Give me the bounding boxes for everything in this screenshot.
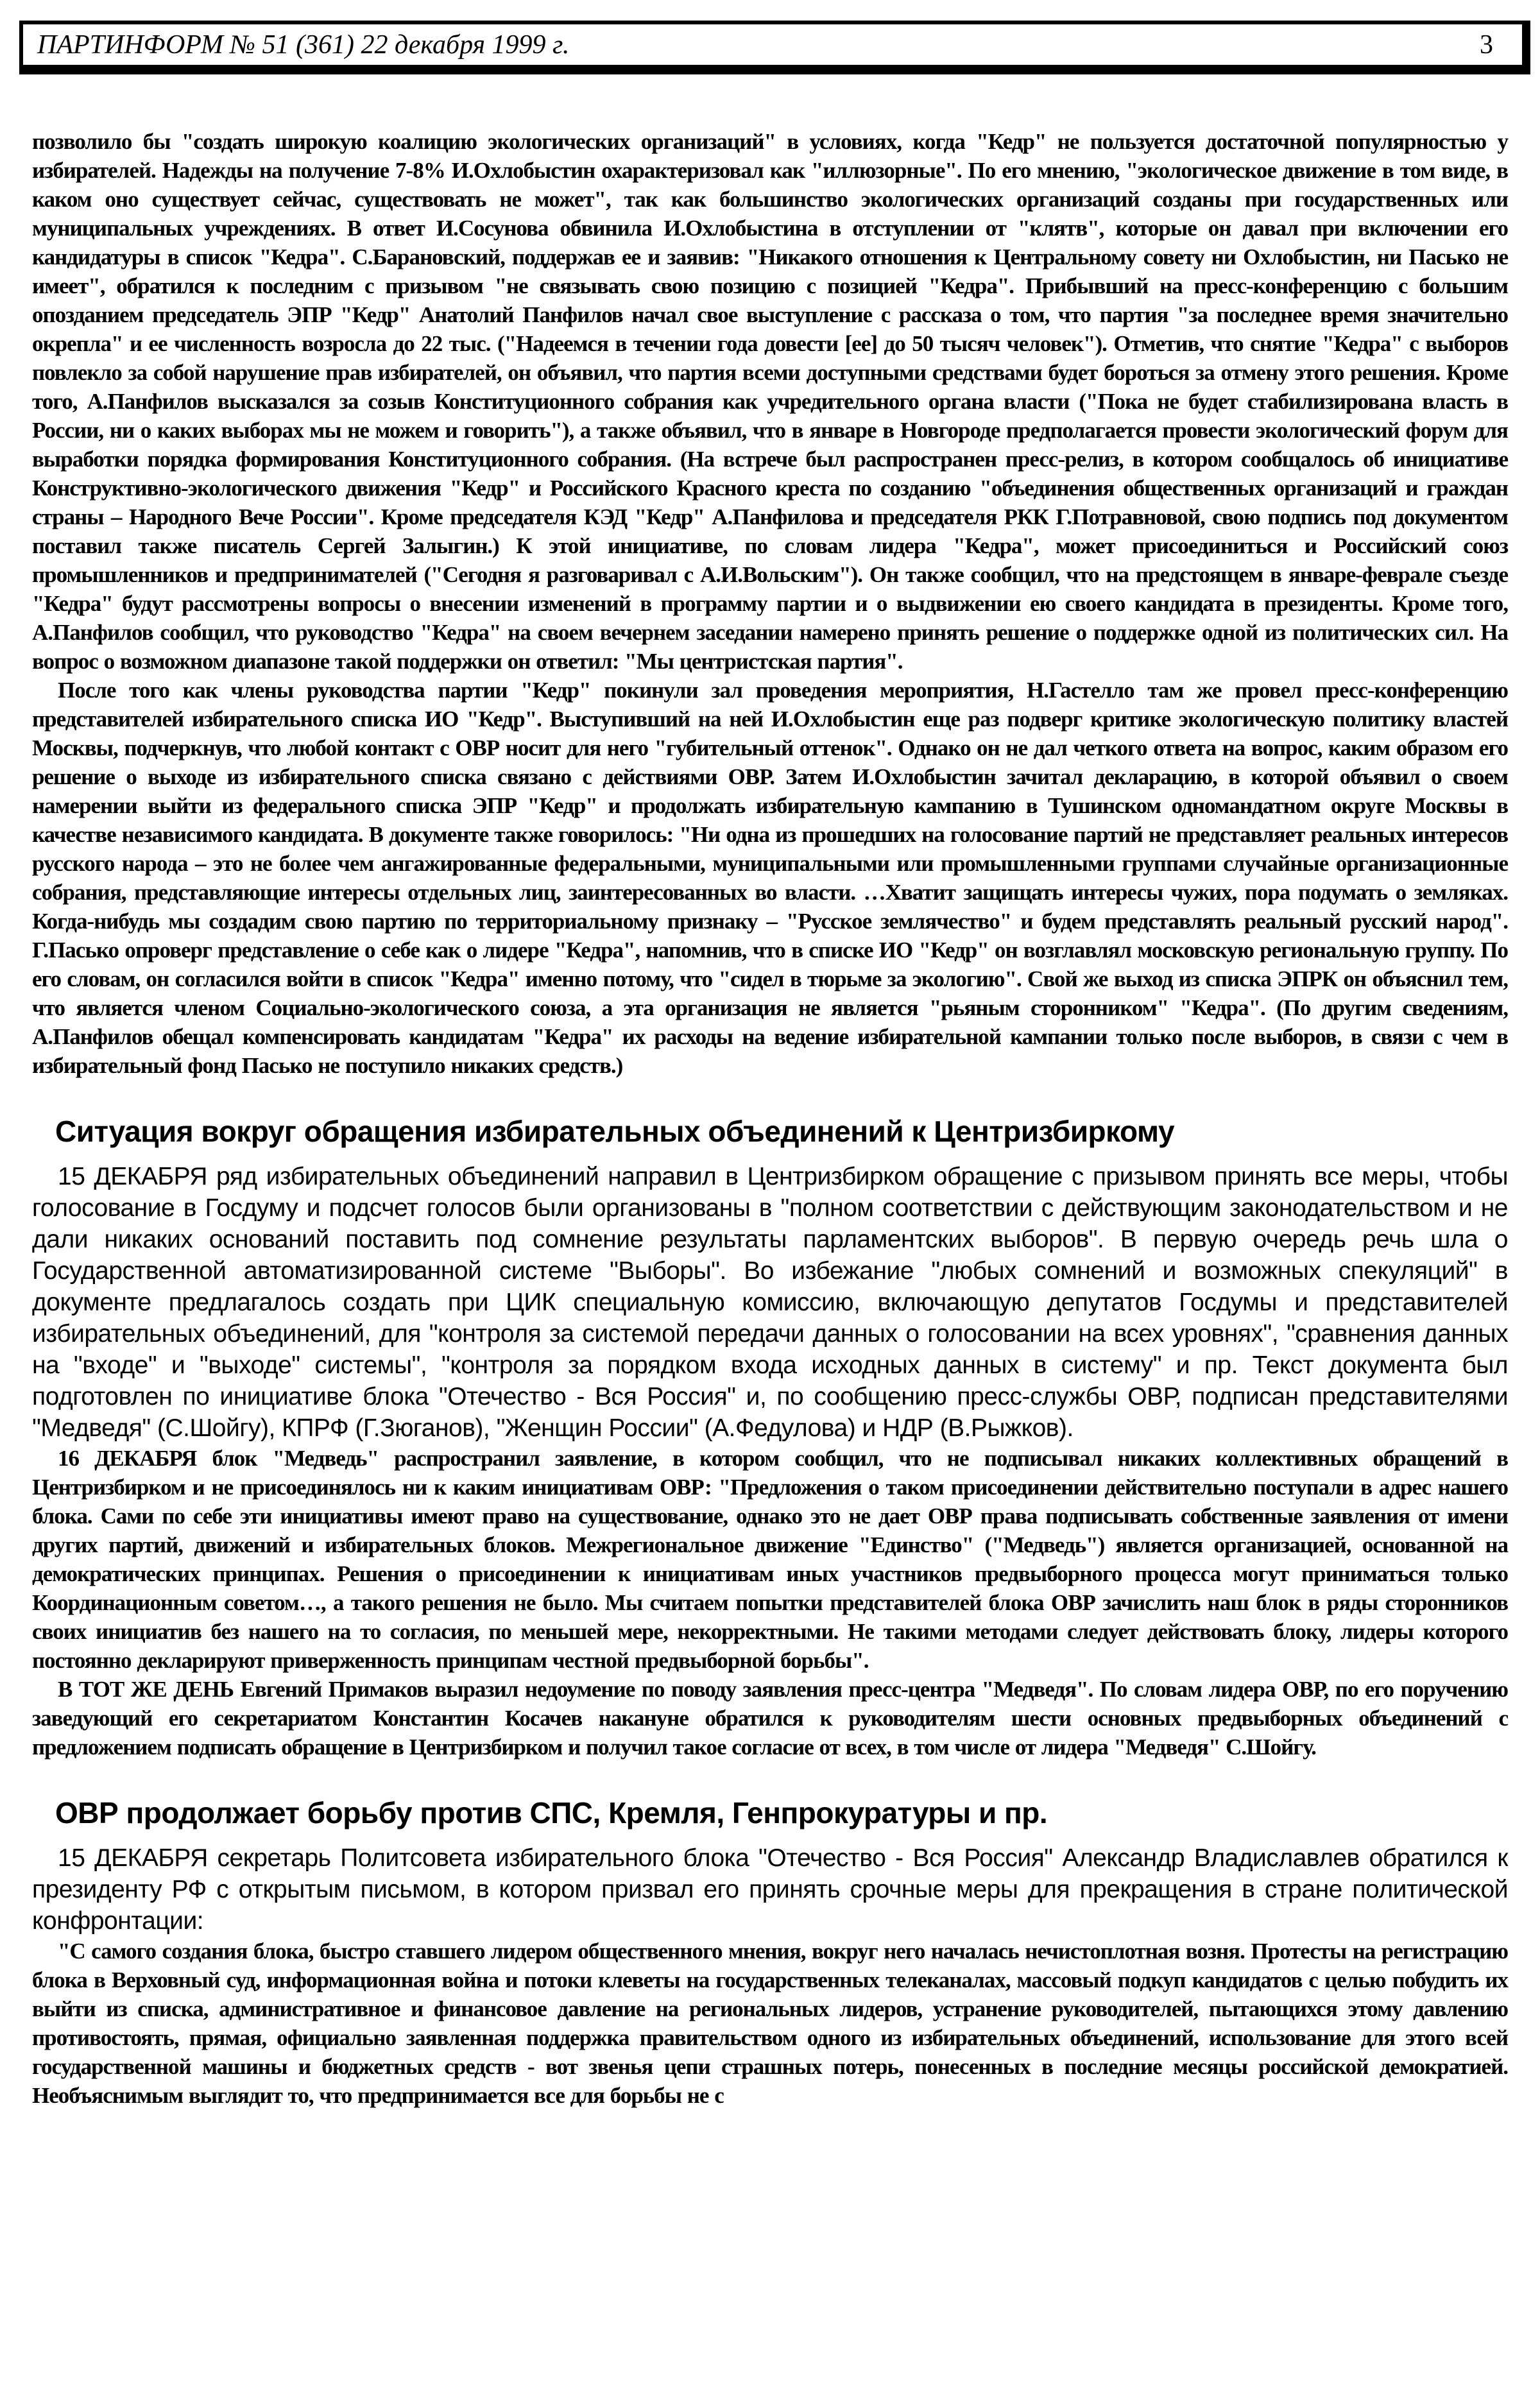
paragraph-kedr-continuation: позволило бы "создать широкую коалицию экологических организаций" в условиях, когда "Кедр" не пользуется достаточной популярностью у избирателей. Надежды на получение 7-8% И.Охлобыстин охарактеризовал как "иллюзорные". По его мнению, "экологическое движение в том виде, в каком оно существует сейчас, существовать не может", так как большинство экологических организаций созданы при государственных или муниципальных учреждениях. В ответ И.Сосунова обвинила И.Охлобыстина в отступлении от "клятв", которые он давал при включении его кандидатуры в список "Кедра". С.Барановский, поддержав ее и заявив: "Никакого отношения к Центральному совету ни Охлобыстин, ни Пасько не имеет", обратился к последним с призывом "не связывать свою позицию с позицией "Кедра". Прибывший на пресс-конференцию с большим опозданием председатель ЭПР "Кедр" Анатолий Панфилов начал свое выступление с рассказа о том, что партия "за последнее время значительно окрепла" и ее численность возросла до 22 тыс. ("Надеемся в течении года довести [ее] до 50 тысяч человек"). Отметив, что снятие "Кедра" с выборов повлекло за собой нарушение прав избирателей, он объявил, что партия всеми доступными средствами будет бороться за отмену этого решения. Кроме того, А.Панфилов высказался за созыв Конституционного собрания как учредительного органа власти ("Пока не будет стабилизирована власть в России, ни о каких выборах мы не можем и говорить"), а также объявил, что в январе в Новгороде предполагается провести экологический форум для выработки порядка формирования Конституционного собрания. (На встрече был распространен пресс-релиз, в котором сообщалось об инициативе Конструктивно-экологического движения "Кедр" и Российского Красного креста по созданию "объединения общественных организаций и граждан страны – Народного Вече России". Кроме председателя КЭД "Кедр" А.Панфилова и председателя РКК Г.Потравновой, свою подпись под документом поставил также писатель Сергей Залыгин.) К этой инициативе, по словам лидера "Кедра", может присоединиться и Российский союз промышленников и предпринимателей ("Сегодня я разговаривал с А.И.Вольским"). Он также сообщил, что на предстоящем в январе-феврале съезде "Кедра" будут рассмотрены вопросы о внесении изменений в программу партии и о выдвижении ею своего кандидата в президенты. Кроме того, А.Панфилов сообщил, что руководство "Кедра" на своем вечернем заседании намерено принять решение о поддержке одной из политических сил. На вопрос о возможном диапазоне такой поддержки он ответил: "Мы центристская партия". [32,129,1508,674]
section-heading-centrizbirkom-appeal: Ситуация вокруг обращения избирательных объединений к Центризбиркому [55,1115,1175,1148]
paragraph-ovr-open-letter-intro: 15 ДЕКАБРЯ секретарь Политсовета избирательного блока "Отечество - Вся Россия" Александр Владиславлев обратился к президенту РФ с открытым письмом, в котором призвал его принять срочные меры для прекращения в стране политической конфронтации: [32,1844,1508,1935]
page-header [19,21,1530,74]
section-heading-ovr-struggle: ОВР продолжает борьбу против СПС, Кремля, Генпрокуратуры и пр. [55,1796,1048,1829]
paragraph-appeal-15-december: 15 ДЕКАБРЯ ряд избирательных объединений направил в Центризбирком обращение с призывом принять все меры, чтобы голосование в Госдуму и подсчет голосов были организованы в "полном соответствии с действующим законодательством и не дали никаких оснований поставить под сомнение результаты парламентских выборов". В первую очередь речь шла о Государственной автоматизированной системе "Выборы". Во избежание "любых сомнений и возможных спекуляций" в документе предлагалось создать при ЦИК специальную комиссию, включающую депутатов Госдумы и представителей избирательных объединений, для "контроля за системой передачи данных о голосовании на всех уровнях", "сравнения данных на "входе" и "выходе" системы", "контроля за порядком входа исходных данных в систему" и пр. Текст документа был подготовлен по инициативе блока "Отечество - Вся Россия" и, по сообщению пресс-службы ОВР, подписан представителями "Медведя" (С.Шойгу), КПРФ (Г.Зюганов), "Женщин России" (А.Федулова) и НДР (В.Рыжков). [32,1163,1508,1442]
page-body [32,127,1508,2110]
paragraph-ovr-open-letter-text: "С самого создания блока, быстро ставшего лидером общественного мнения, вокруг него началась нечистоплотная возня. Протесты на регистрацию блока в Верховный суд, информационная война и потоки клеветы на государственных телеканалах, массовый подкуп кандидатов с целью побудить их выйти из списка, административное и финансовое давление на региональных лидеров, устранение руководителей, пытающихся этому давлению противостоять, прямая, официально заявленная поддержка правительством одного из избирательных объединений, использование для этого всей государственной машины и бюджетных средств - вот звенья цепи страшных потерь, понесенных в последние месяцы российской демократией. Необъяснимым выглядит то, что предпринимается все для борьбы не с [32,1939,1508,2108]
paragraph-medved-statement-16-december: 16 ДЕКАБРЯ блок "Медведь" распространил заявление, в котором сообщил, что не подписывал никаких коллективных обращений в Центризбирком и не присоединялось ни к каким инициативам ОВР: "Предложения о таком присоединении действительно поступали в адрес нашего блока. Сами по себе эти инициативы имеют право на существование, однако это не дает ОВР права подписывать собственные заявления от имени других партий, движений и избирательных блоков. Межрегиональное движение "Единство" ("Медведь") является организацией, основанной на демократических принципах. Решения о присоединении к инициативам иных участников предвыборного процесса могут приниматься только Координационным советом…, а такого решения не было. Мы считаем попытки представителей блока ОВР зачислить наш блок в ряды сторонников своих инициатив без нашего на то согласия, по меньшей мере, некорректными. Не такими методами следует действовать блоку, лидеры которого постоянно декларируют приверженность принципам честной предвыборной борьбы". [32,1446,1508,1673]
page-number: 3 [1480,30,1493,60]
paragraph-kedr-press-conference: После того как члены руководства партии "Кедр" покинули зал проведения мероприятия, Н.Гастелло там же провел пресс-конференцию представителей избирательного списка ИО "Кедр". Выступивший на ней И.Охлобыстин еще раз подверг критике экологическую политику властей Москвы, подчеркнув, что любой контакт с ОВР носит для него "губительный оттенок". Однако он не дал четкого ответа на вопрос, каким образом его решение о выходе из избирательного списка связано с действиями ОВР. Затем И.Охлобыстин зачитал декларацию, в которой объявил о своем намерении выйти из федерального списка ЭПР "Кедр" и продолжать избирательную кампанию в Тушинском одномандатном округе Москвы в качестве независимого кандидата. В документе также говорилось: "Ни одна из прошедших на голосование партий не представляет реальных интересов русского народа – это не более чем ангажированные федеральными, муниципальными или промышленными группами случайные организационные собрания, представляющие интересы отдельных лиц, заинтересованных во власти. …Хватит защищать интересы чужих, пора подумать о земляках. Когда-нибудь мы создадим свою партию по территориальному признаку – "Русское землячество" и будем представлять реальный русский народ". Г.Пасько опроверг представление о себе как о лидере "Кедра", напомнив, что в списке ИО "Кедр" он возглавлял московскую региональную группу. По его словам, он согласился войти в список "Кедра" именно потому, что "сидел в тюрьме за экологию". Свой же выход из списка ЭПРК он объяснил тем, что является членом Социально-экологического союза, а эта организация не является "рьяным сторонником" "Кедра". (По другим сведениям, А.Панфилов обещал компенсировать кандидатам "Кедра" их расходы на ведение избирательной кампании только после выборов, в связи с чем в избирательный фонд Пасько не поступило никаких средств.) [32,678,1508,1078]
newsletter-title: ПАРТИНФОРМ № 51 (361) 22 декабря 1999 г. [37,30,570,60]
paragraph-primakov-reaction: В ТОТ ЖЕ ДЕНЬ Евгений Примаков выразил недоумение по поводу заявления пресс-центра "Медведя". По словам лидера ОВР, по его поручению заведующий его секретариатом Константин Косачев накануне обратился к руководителям шести основных предвыборных объединений с предложением подписать обращение в Центризбирком и получил такое согласие от всех, в том числе от лидера "Медведя" С.Шойгу. [32,1677,1508,1760]
